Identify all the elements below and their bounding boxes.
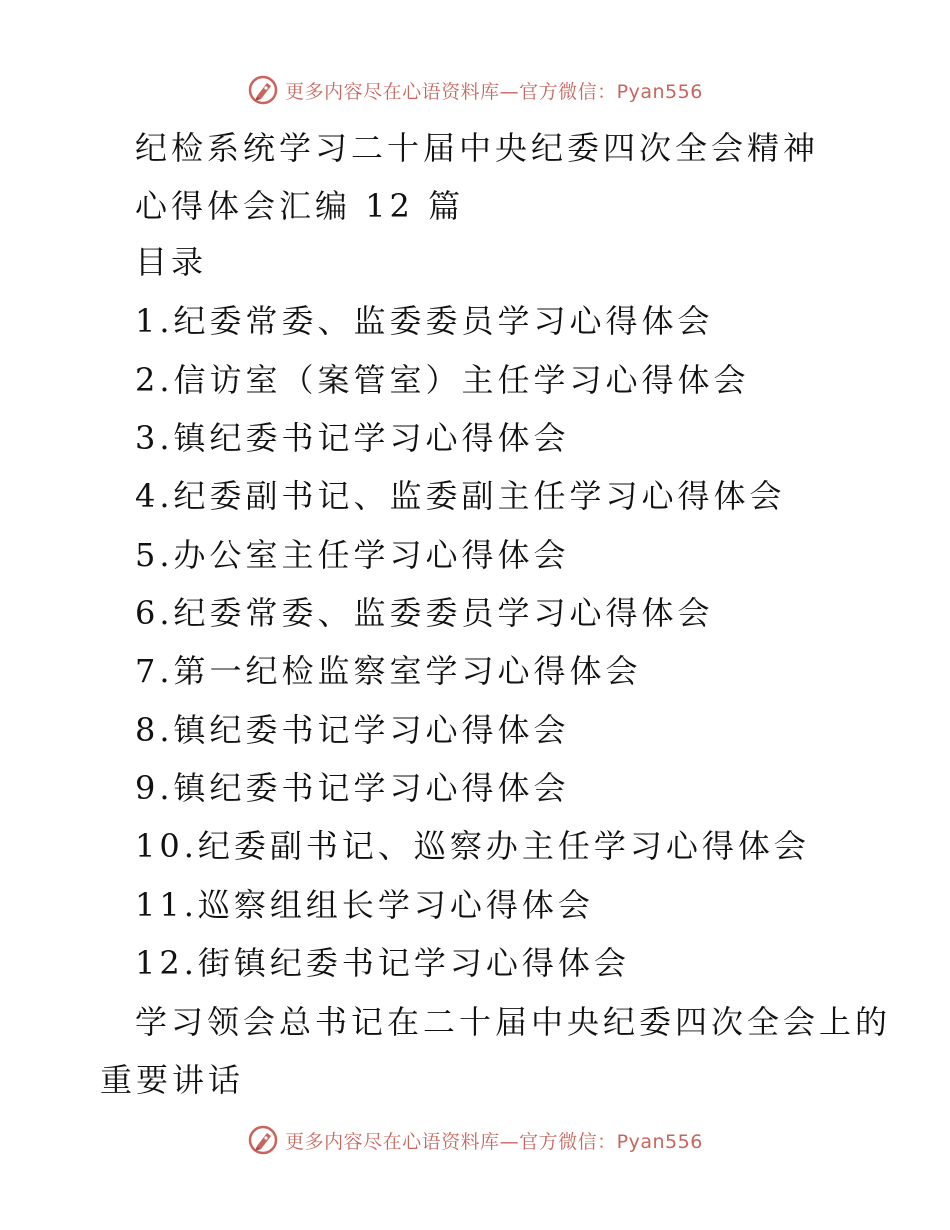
section-heading-line-1: 学习领会总书记在二十届中央纪委四次全会上的 xyxy=(135,1003,892,1041)
banner-text: 更多内容尽在心语资料库—官方微信：Pyan556 xyxy=(285,1130,703,1153)
toc-item: 7.第一纪检监察室学习心得体会 xyxy=(135,652,642,690)
pen-nib-logo-icon xyxy=(247,74,279,106)
header-banner xyxy=(0,70,950,110)
banner-text: 更多内容尽在心语资料库—官方微信：Pyan556 xyxy=(285,80,703,103)
toc-item: 11.巡察组组长学习心得体会 xyxy=(135,886,594,924)
toc-item: 9.镇纪委书记学习心得体会 xyxy=(135,769,570,807)
toc-item: 12.街镇纪委书记学习心得体会 xyxy=(135,944,630,982)
toc-item: 8.镇纪委书记学习心得体会 xyxy=(135,711,570,749)
toc-item: 4.纪委副书记、监委副主任学习心得体会 xyxy=(135,477,786,515)
section-heading-line-2: 重要讲话 xyxy=(100,1061,245,1099)
toc-item: 10.纪委副书记、巡察办主任学习心得体会 xyxy=(135,827,810,865)
footer-banner xyxy=(0,1120,950,1160)
toc-item: 3.镇纪委书记学习心得体会 xyxy=(135,419,570,457)
toc-item: 5.办公室主任学习心得体会 xyxy=(135,536,570,574)
toc-item: 2.信访室（案管室）主任学习心得体会 xyxy=(135,361,750,399)
document-title-line-1: 纪检系统学习二十届中央纪委四次全会精神 xyxy=(135,129,820,167)
toc-heading: 目录 xyxy=(135,243,208,281)
toc-item: 1.纪委常委、监委委员学习心得体会 xyxy=(135,302,714,340)
document-title-line-2: 心得体会汇编 12 篇 xyxy=(135,187,465,225)
toc-item: 6.纪委常委、监委委员学习心得体会 xyxy=(135,594,714,632)
pen-nib-logo-icon xyxy=(247,1124,279,1156)
